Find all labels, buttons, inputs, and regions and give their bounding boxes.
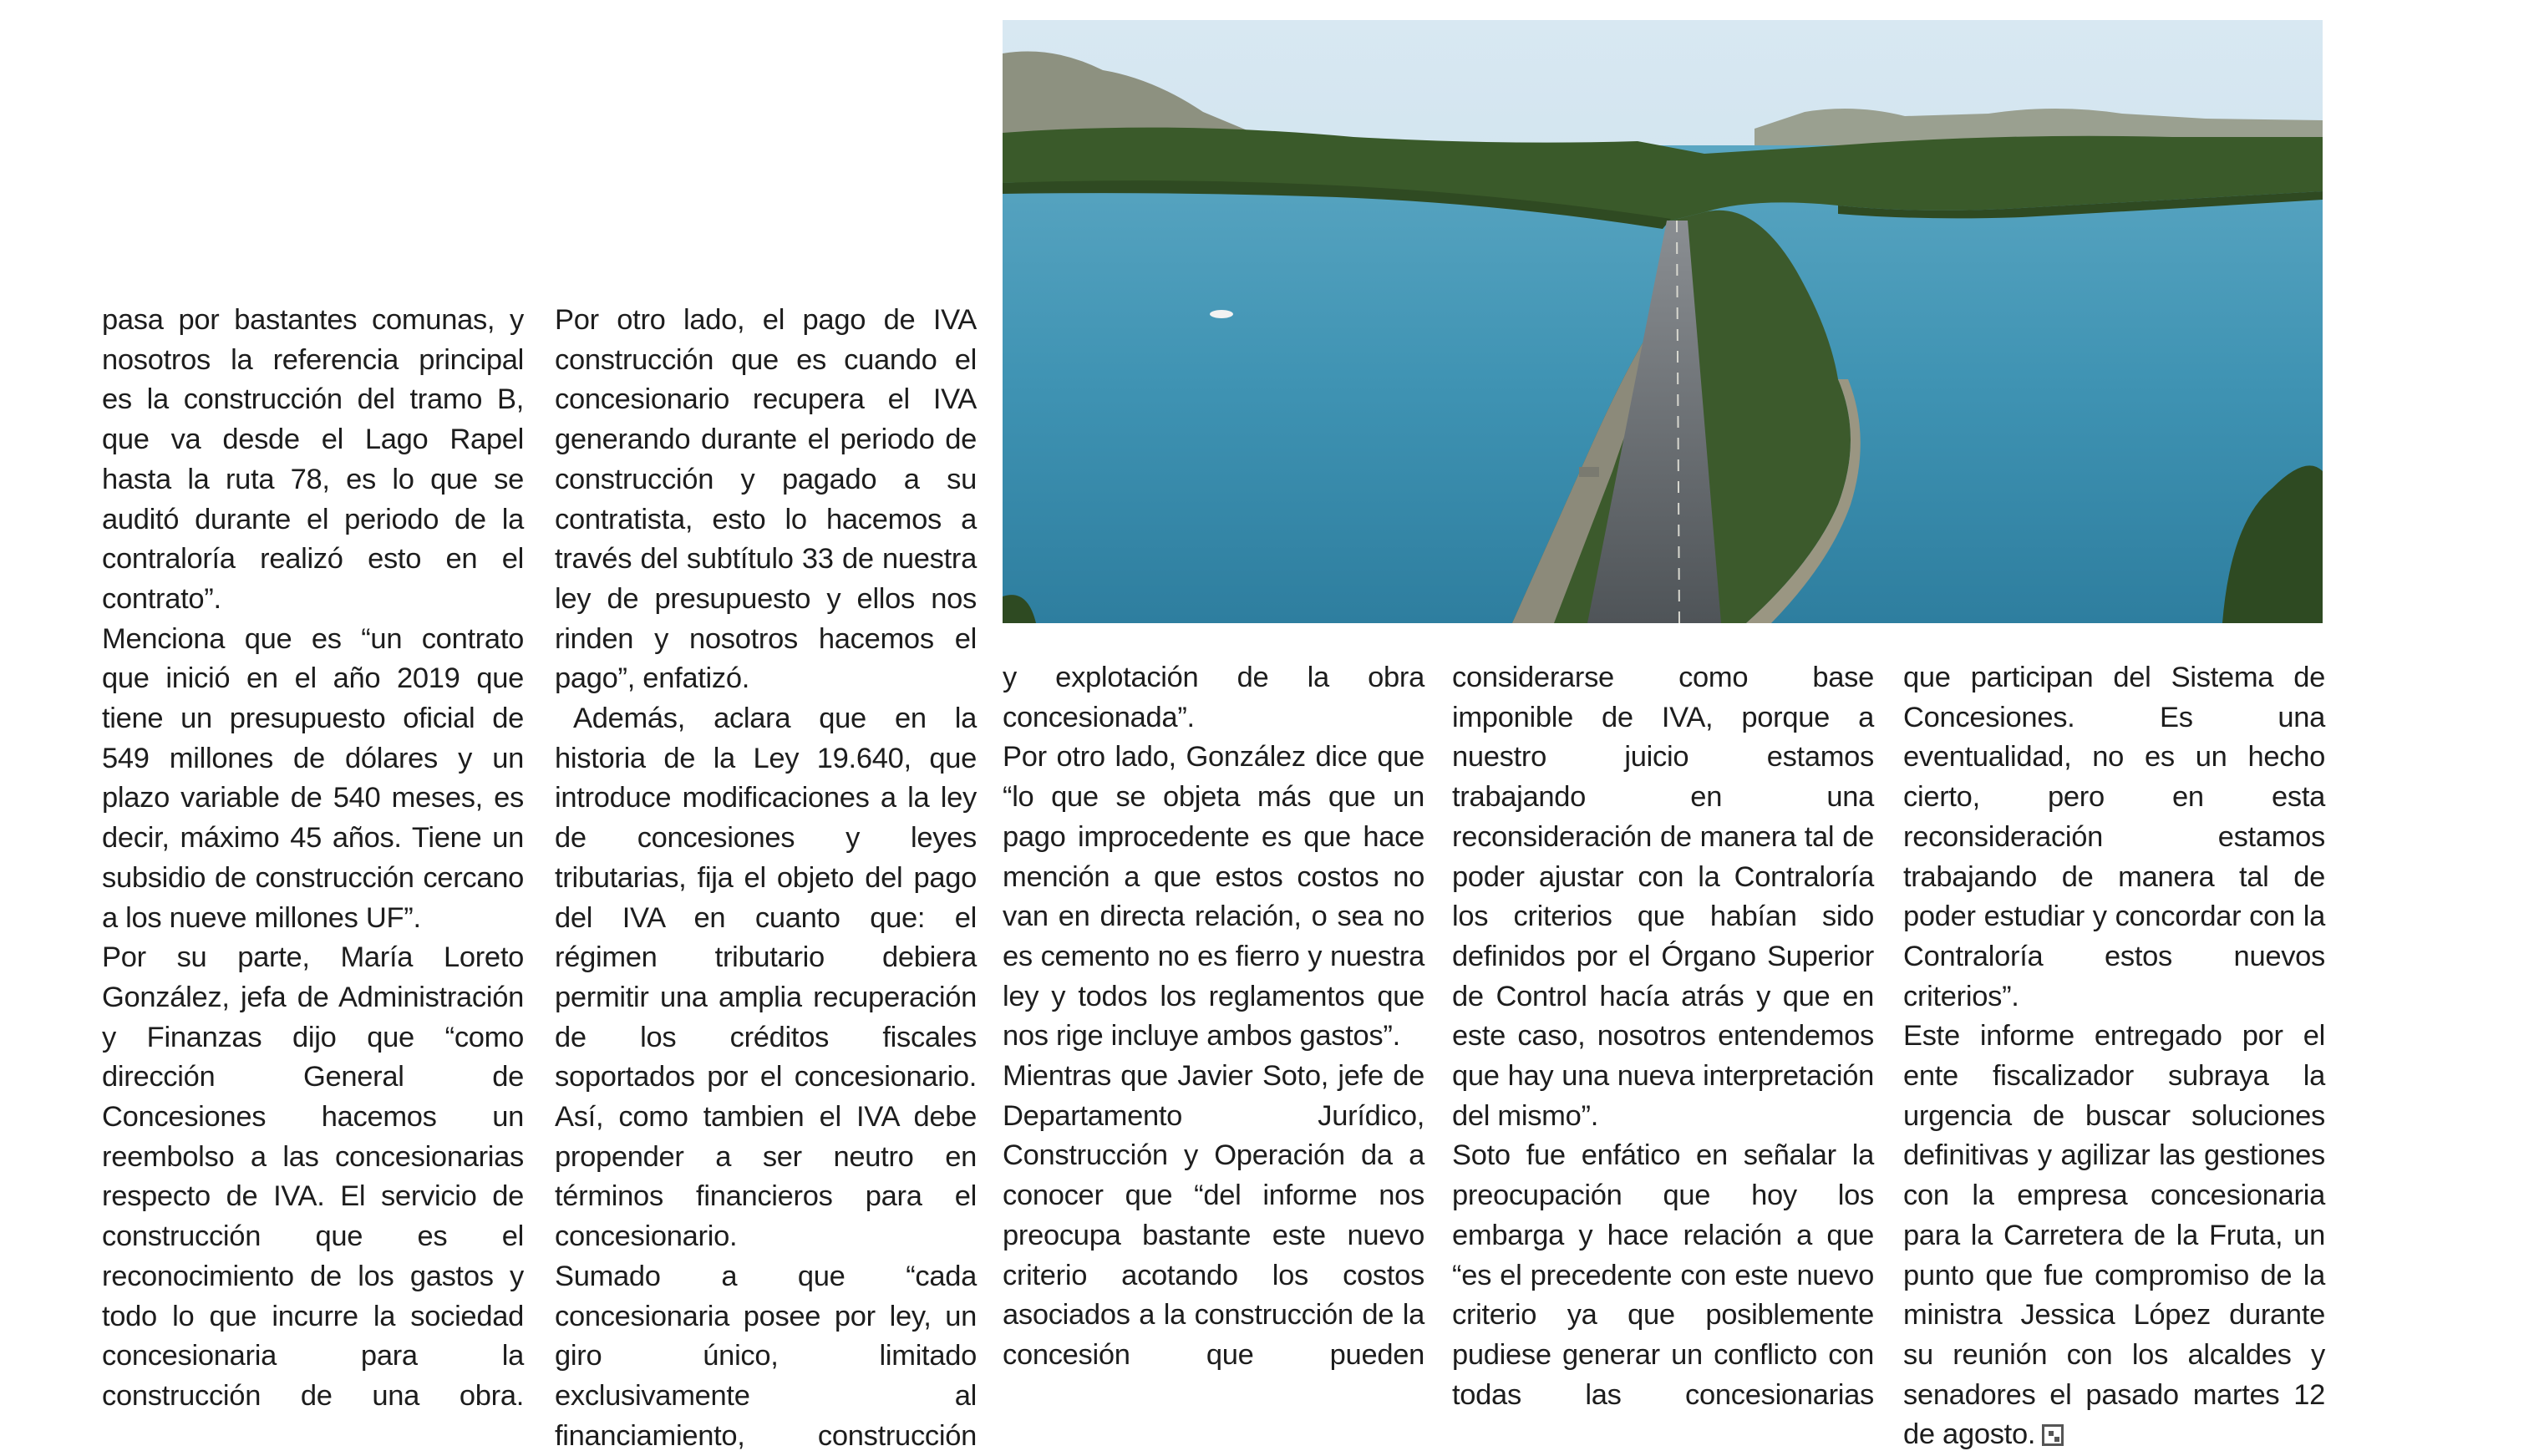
article-column-1 (102, 301, 524, 1417)
paragraph: Mientras que Javier Soto, jefe de Departamento Jurídico, Construcción y Operación da a conocer que “del informe nos preocupa bastante este nuevo criterio acotando los costos asociados a la construcción de la concesión que pueden (1003, 1060, 1424, 1371)
paragraph: Además, aclara que en la historia de la Ley 19.640, que introduce modificaciones a la ley de concesiones y leyes tributarias, fija el objeto del pago del IVA en cuanto que: el régimen tributario debiera permitir una amplia recuperación de los créditos fiscales soportados por el concesionario. Así, como tambien el IVA debe propender a ser neutro en términos financieros para el concesionario. (555, 703, 977, 1253)
aerial-lake-road-image (1003, 20, 2323, 623)
paragraph (1903, 1017, 2325, 1455)
article-column-3 (1003, 658, 1424, 1376)
end-of-article-icon (2042, 1424, 2064, 1446)
paragraph: Menciona que es “un contrato que inició en el año 2019 que tiene un presupuesto oficial de 549 millones de dólares y un plazo variable de 540 meses, es decir, máximo 45 años. Tiene un subsidio de construcción cercano a los nueve millones UF”. (102, 622, 524, 934)
paragraph: Por otro lado, González dice que “lo que se objeta más que un pago improcedente es que hace mención a que estos costos no van en directa relación, o sea no es cemento no es fierro y nuestra ley y todos los reglamentos que nos rige incluye ambos gastos”. (1003, 741, 1424, 1053)
article-photo (1003, 20, 2323, 623)
paragraph: que participan del Sistema de Concesiones. Es una eventualidad, no es un hecho cierto, pero en esta reconsideración estamos trabajando de manera tal de poder estudiar y concordar con la Contraloría estos nuevos criterios”. (1903, 662, 2325, 1012)
paragraph: Soto fue enfático en señalar la preocupación que hoy los embarga y hace relación a que “es el precedente con este nuevo criterio ya que posiblemente pudiese generar un conflicto con todas las concesionarias (1452, 1139, 1874, 1411)
article-column-2 (555, 301, 977, 1456)
article-column-4 (1452, 658, 1874, 1415)
article-column-5 (1903, 658, 2325, 1455)
paragraph: pasa por bastantes comunas, y nosotros la referencia principal es la construcción del tramo B, que va desde el Lago Rapel hasta la ruta 78, es lo que se auditó durante el periodo de la contraloría realizó esto en el contrato”. (102, 304, 524, 615)
paragraph-text: Este informe entregado por el ente fiscalizador subraya la urgencia de buscar soluciones definitivas y agilizar las gestiones con la empresa concesionaria para la Carretera de la Fruta, un punto que fue compromiso de la ministra Jessica López durante su reunión con los alcaldes y senadores el pasado martes 12 de agosto. (1903, 1020, 2325, 1451)
paragraph: Por su parte, María Loreto González, jefa de Administración y Finanzas dijo que “como dirección General de Concesiones hacemos un reembolso a las concesionarias respecto de IVA. El servicio de construcción que es el reconocimiento de los gastos y todo lo que incurre la sociedad concesionaria para la construcción de una obra. (102, 941, 524, 1412)
paragraph: considerarse como base imponible de IVA, porque a nuestro juicio estamos trabajando en una reconsideración de manera tal de poder ajustar con la Contraloría los criterios que habían sido definidos por el Órgano Superior de Control hacía atrás y que en este caso, nosotros entendemos que hay una nueva interpretación del mismo”. (1452, 662, 1874, 1132)
paragraph: Sumado a que “cada concesionaria posee por ley, un giro único, limitado exclusivamente al financiamiento, construcción (555, 1260, 977, 1452)
paragraph: Por otro lado, el pago de IVA construcción que es cuando el concesionario recupera el IVA generando durante el periodo de construcción y pagado a su contratista, esto lo hacemos a través del subtítulo 33 de nuestra ley de presupuesto y ellos nos rinden y nosotros hacemos el pago”, enfatizó. (555, 304, 977, 695)
paragraph: y explotación de la obra concesionada”. (1003, 662, 1424, 733)
